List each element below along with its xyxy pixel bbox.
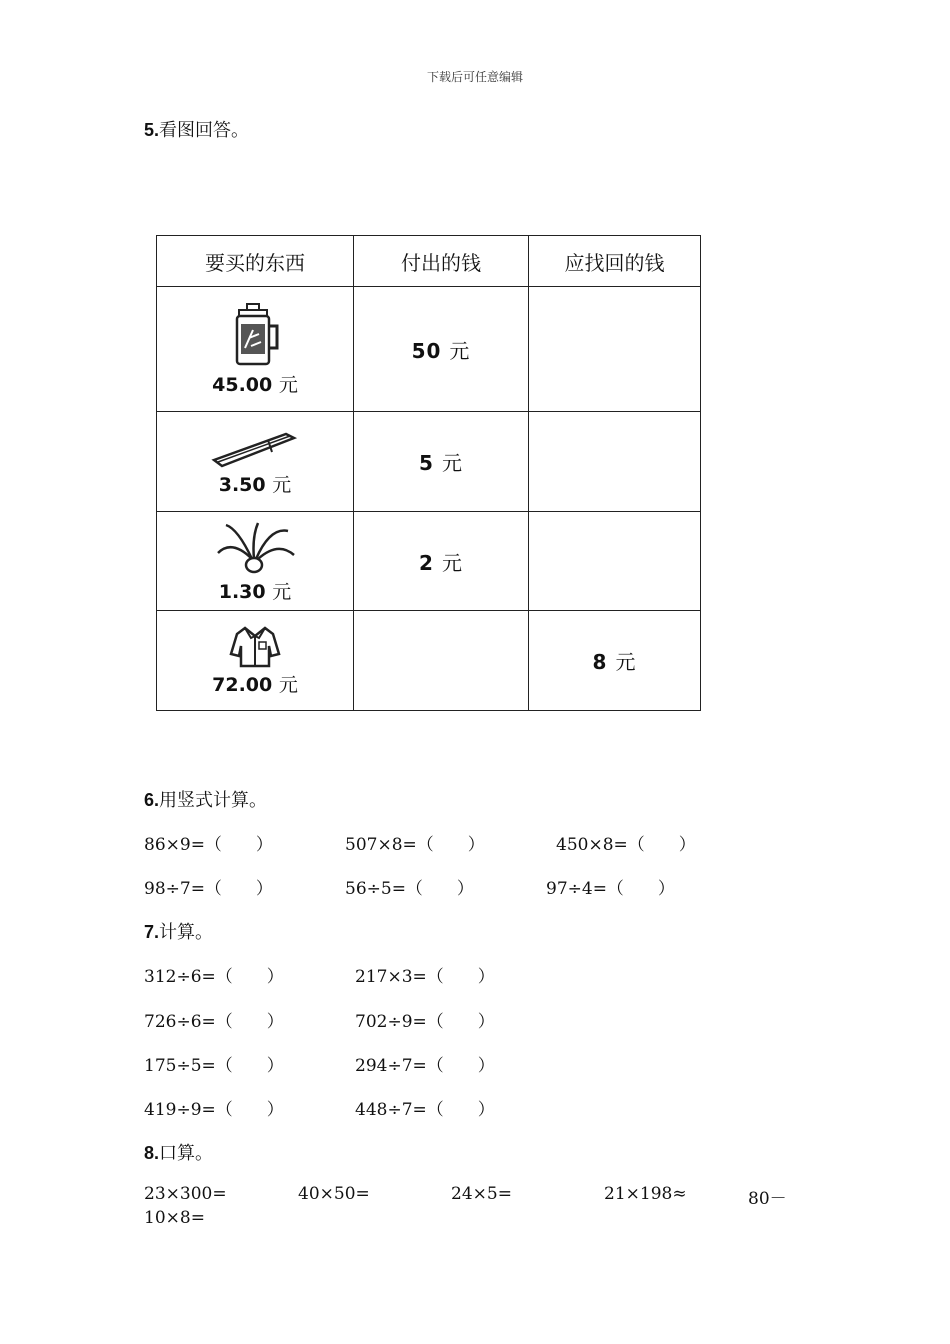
exercise-item: 10×8=: [144, 1208, 205, 1228]
question-5-title: [144, 116, 249, 142]
exercise-item: 726÷6=（ ）: [144, 1012, 284, 1032]
change-cell: [529, 512, 701, 611]
item-cell: [157, 512, 354, 611]
column-header-item: 要买的东西: [157, 236, 354, 287]
exercise-item: 97÷4=（ ）: [546, 879, 675, 899]
question-7-title: [144, 918, 213, 944]
exercise-item: 217×3=（ ）: [355, 967, 495, 987]
item-price: 45.00 元: [212, 373, 298, 396]
exercise-item: 294÷7=（ ）: [355, 1056, 495, 1076]
exercise-item: 80－: [748, 1189, 787, 1209]
item-cell: [157, 287, 354, 412]
item-price: 72.00 元: [212, 674, 298, 696]
question-text: 用竖式计算。: [159, 790, 268, 811]
exercise-item: 448÷7=（ ）: [355, 1100, 495, 1120]
change-cell: 8 元: [529, 611, 701, 711]
exercise-item: 507×8=（ ）: [345, 835, 485, 855]
paid-cell: [354, 611, 529, 711]
question-text: 计算。: [159, 922, 214, 943]
exercise-item: 40×50=: [298, 1184, 370, 1204]
exercise-item: 450×8=（ ）: [556, 835, 696, 855]
page-header: 下载后可任意编辑: [426, 70, 523, 84]
exercise-item: 21×198≈: [604, 1184, 687, 1204]
column-header-change: 应找回的钱: [529, 236, 701, 287]
exercise-item: 23×300=: [144, 1184, 227, 1204]
table-row: [157, 287, 701, 412]
exercise-item: 175÷5=（ ）: [144, 1056, 284, 1076]
plant-icon: [212, 519, 298, 575]
change-cell: [529, 412, 701, 512]
table-row: [157, 512, 701, 611]
shirt-icon: [227, 624, 283, 668]
exercise-item: 312÷6=（ ）: [144, 967, 284, 987]
question-number: 7.: [144, 922, 160, 942]
question-number: 5.: [144, 120, 160, 140]
paid-cell: 50 元: [354, 287, 529, 412]
exercise-item: 419÷9=（ ）: [144, 1100, 284, 1120]
exercise-item: 56÷5=（ ）: [345, 879, 474, 899]
table-row: [157, 412, 701, 512]
question-text: 看图回答。: [159, 120, 250, 141]
question-6-title: [144, 786, 267, 812]
pen-icon: [210, 426, 300, 468]
paid-cell: 5 元: [354, 412, 529, 512]
item-cell: [157, 412, 354, 512]
item-cell: [157, 611, 354, 711]
question-text: 口算。: [159, 1143, 214, 1164]
item-price: 1.30 元: [218, 580, 292, 603]
exercise-item: 86×9=（ ）: [144, 835, 273, 855]
thermos-icon: [225, 302, 285, 368]
question-8-title: [144, 1139, 213, 1165]
table-header-row: [157, 236, 701, 287]
question-number: 6.: [144, 790, 160, 810]
exercise-item: 24×5=: [451, 1184, 512, 1204]
item-price: 3.50 元: [218, 474, 292, 496]
exercise-item: 98÷7=（ ）: [144, 879, 273, 899]
exercise-item: 702÷9=（ ）: [355, 1012, 495, 1032]
paid-cell: 2 元: [354, 512, 529, 611]
question-number: 8.: [144, 1143, 160, 1163]
column-header-paid: 付出的钱: [354, 236, 529, 287]
table-row: [157, 611, 701, 711]
shopping-table: [156, 235, 701, 711]
change-cell: [529, 287, 701, 412]
